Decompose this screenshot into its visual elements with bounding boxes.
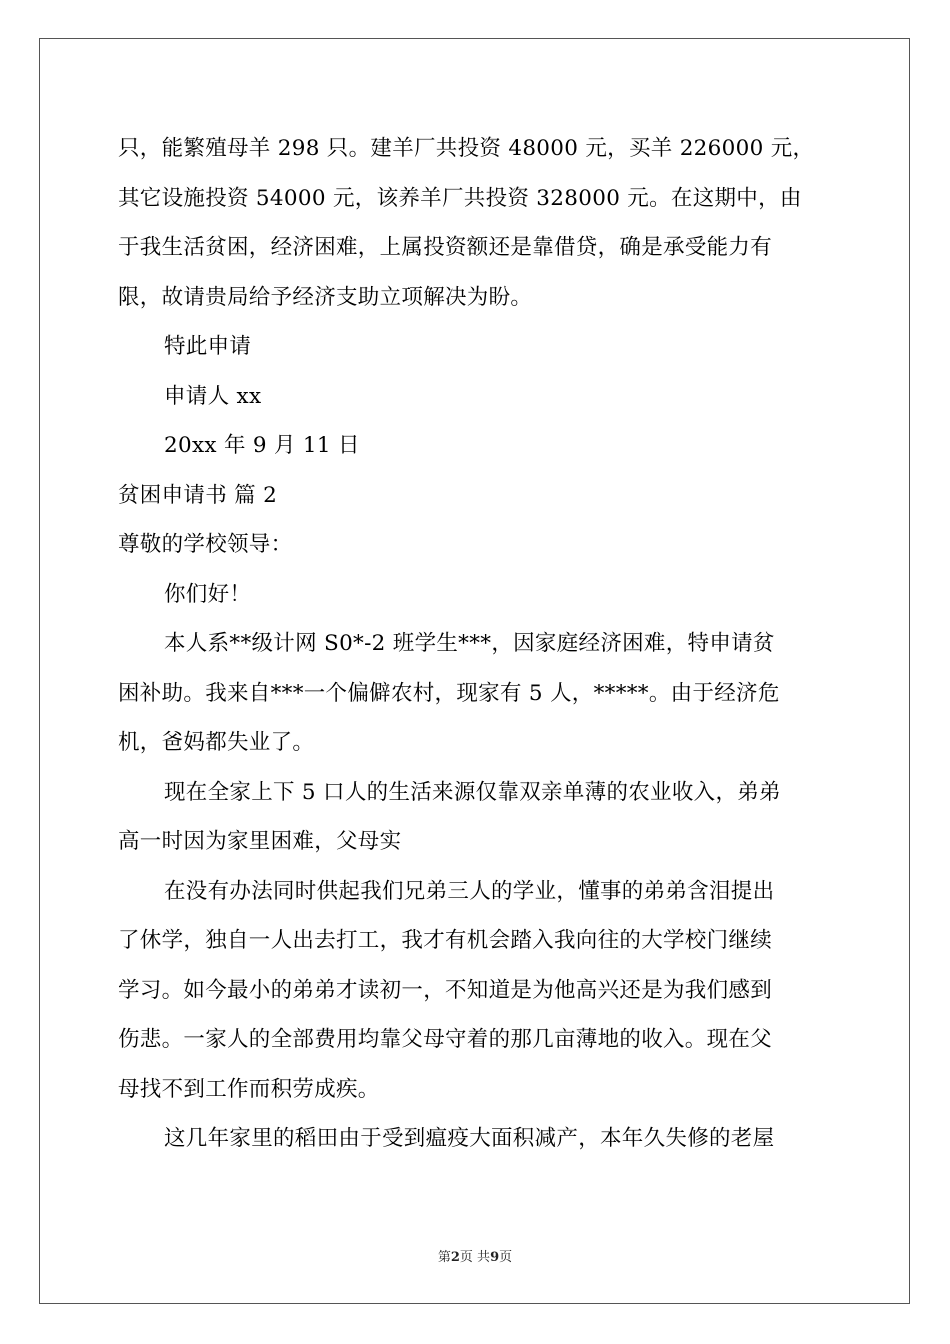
text-line: 其它设施投资 54000 元，该养羊厂共投资 328000 元。在这期中，由 bbox=[118, 185, 802, 211]
text-line: 了休学，独自一人出去打工，我才有机会踏入我向往的大学校门继续 bbox=[118, 928, 773, 953]
page-footer bbox=[0, 1246, 950, 1265]
text-line: 伤悲。一家人的全部费用均靠父母守着的那几亩薄地的收入。现在父 bbox=[118, 1027, 773, 1052]
text-line: 尊敬的学校领导： bbox=[118, 532, 293, 557]
text-line: 在没有办法同时供起我们兄弟三人的学业，懂事的弟弟含泪提出 bbox=[164, 878, 775, 904]
footer-suffix: 页 bbox=[499, 1250, 513, 1265]
text-line: 机，爸妈都失业了。 bbox=[118, 730, 315, 755]
text-line: 这几年家里的稻田由于受到瘟疫大面积减产，本年久失修的老屋 bbox=[164, 1126, 775, 1151]
text-line: 只，能繁殖母羊 298 只。建羊厂共投资 48000 元，买羊 226000 元， bbox=[118, 136, 815, 161]
footer-middle: 页 共 bbox=[459, 1250, 491, 1265]
text-line: 贫困申请书 篇 2 bbox=[118, 482, 278, 508]
text-line: 限，故请贵局给予经济支助立项解决为盼。 bbox=[118, 284, 533, 310]
text-line: 你们好！ bbox=[164, 581, 252, 607]
text-line: 20xx 年 9 月 11 日 bbox=[164, 433, 360, 458]
text-line: 现在全家上下 5 口人的生活来源仅靠双亲单薄的农业收入，弟弟 bbox=[164, 779, 781, 805]
footer-current-page: 2 bbox=[450, 1250, 460, 1265]
text-line: 学习。如今最小的弟弟才读初一，不知道是为他高兴还是为我们感到 bbox=[118, 977, 773, 1003]
text-line: 于我生活贫困，经济困难，上属投资额还是靠借贷，确是承受能力有 bbox=[118, 235, 773, 260]
text-line: 母找不到工作而积劳成疾。 bbox=[118, 1076, 380, 1102]
text-line: 困补助。我来自***一个偏僻农村，现家有 5 人，*****。由于经济危 bbox=[118, 680, 780, 706]
text-line: 特此申请 bbox=[164, 334, 252, 359]
text-line: 高一时因为家里困难，父母实 bbox=[118, 829, 402, 854]
document-body bbox=[118, 124, 836, 1164]
footer-prefix: 第 bbox=[437, 1250, 451, 1265]
text-line: 申请人 xx bbox=[164, 383, 262, 409]
footer-total-pages: 9 bbox=[490, 1250, 500, 1265]
text-line: 本人系**级计网 S0*-2 班学生***，因家庭经济困难，特申请贫 bbox=[164, 631, 775, 656]
